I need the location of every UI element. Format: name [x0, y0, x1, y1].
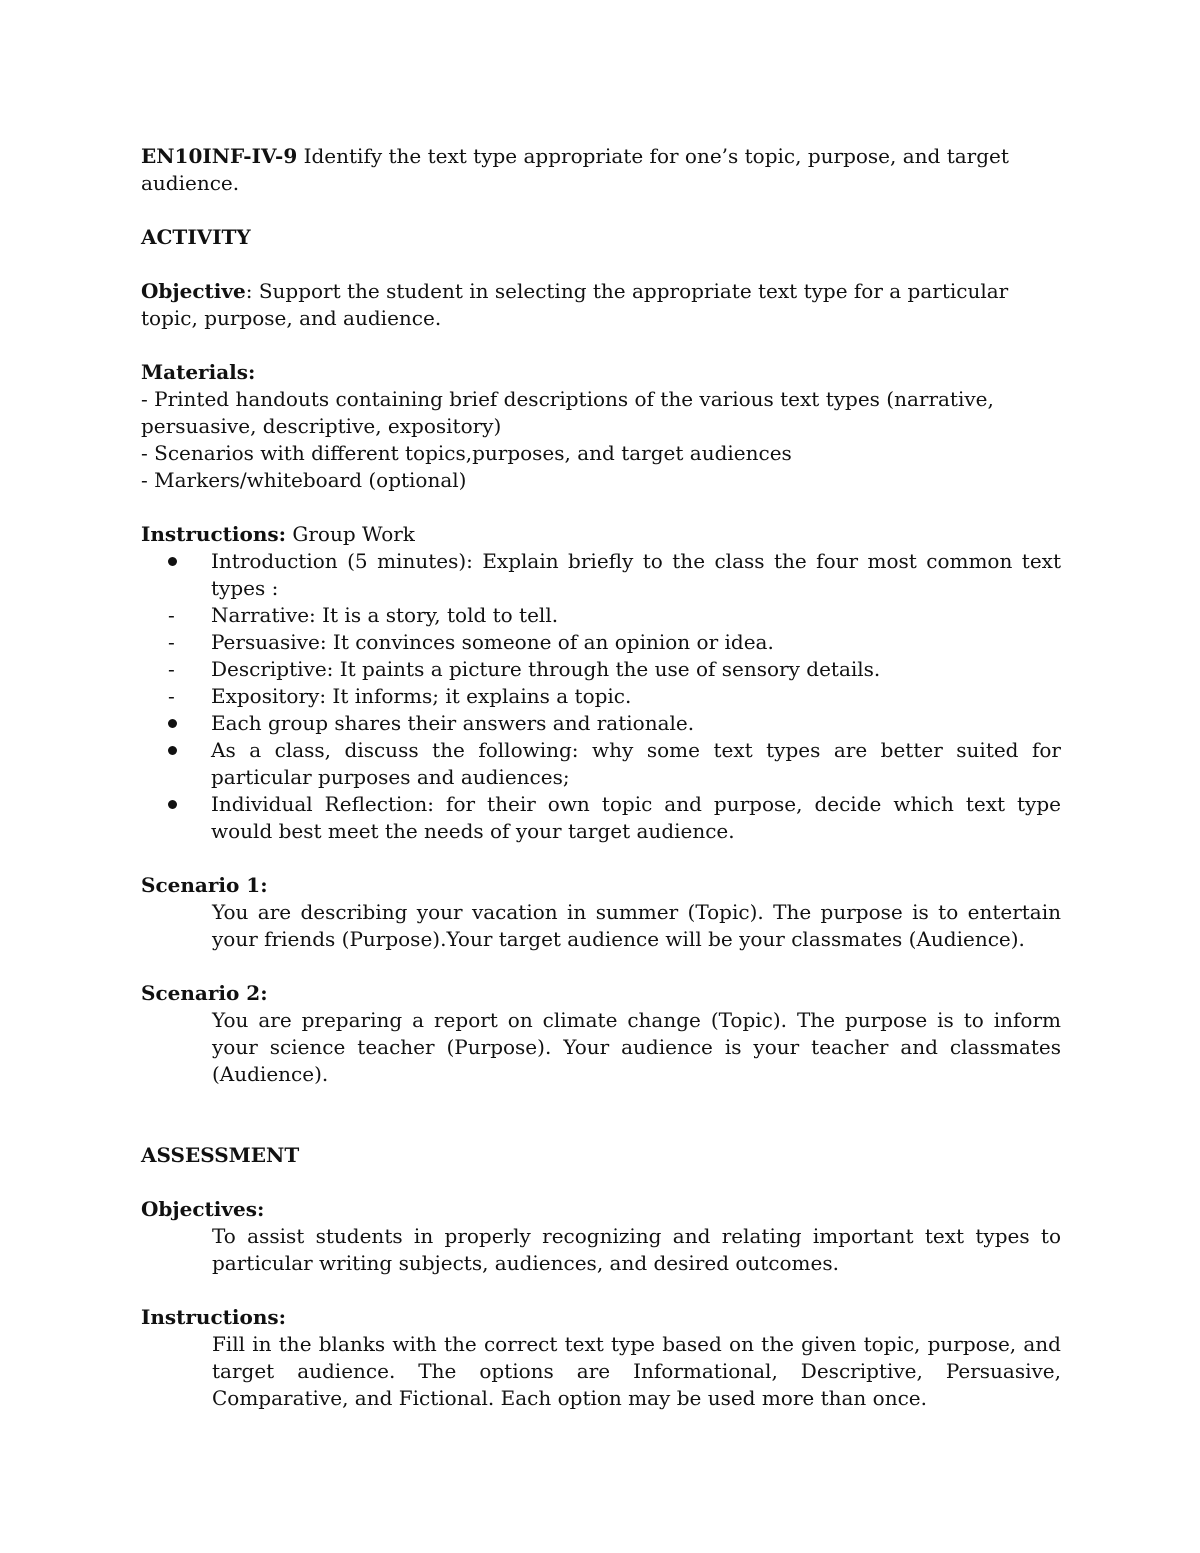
- instructions-list: [141, 548, 1061, 845]
- scenario-1-text: You are describing your vacation in summer (Topic). The purpose is to entertain your friends (Purpose).Your target audience will be your classmates (Audience).: [212, 900, 1061, 951]
- instructions-line: [141, 521, 1061, 548]
- list-item: Introduction (5 minutes): Explain briefly to the class the four most common text types :: [141, 548, 1061, 602]
- list-item: Individual Reflection: for their own topic and purpose, decide which text type would best meet the needs of your target audience.: [141, 791, 1061, 845]
- list-item: - Expository: It informs; it explains a topic.: [168, 684, 632, 708]
- materials-item: - Scenarios with different topics,purposes, and target audiences: [141, 441, 792, 465]
- list-item: Each group shares their answers and rationale.: [141, 710, 1061, 737]
- materials-item: - Printed handouts containing brief descriptions of the various text types (narrative, persuasive, descriptive, expository): [141, 387, 994, 438]
- assessment-heading: ASSESSMENT: [141, 1143, 300, 1167]
- document-page: [141, 143, 1061, 1412]
- objective-text: : Support the student in selecting the appropriate text type for a particular topic, purpose, and audience.: [141, 279, 1009, 330]
- assessment-objectives-text: To assist students in properly recognizing and relating important text types to particular writing subjects, audiences, and desired outcomes.: [212, 1224, 1061, 1275]
- competency-line: [141, 143, 1061, 197]
- dash-marker: -: [168, 657, 175, 681]
- list-item: - Descriptive: It paints a picture through the use of sensory details.: [168, 657, 881, 681]
- dash-marker: -: [168, 603, 175, 627]
- instructions-label: Instructions:: [141, 522, 287, 546]
- activity-heading: ACTIVITY: [141, 225, 251, 249]
- objective-label: Objective: [141, 279, 246, 303]
- assessment-instructions-text: Fill in the blanks with the correct text type based on the given topic, purpose, and target audience. The options are Informational, Descriptive, Persuasive, Comparative, and Fictional. Each option may be used more than once.: [212, 1332, 1061, 1410]
- dash-marker: -: [168, 630, 175, 654]
- list-item: As a class, discuss the following: why some text types are better suited for particular purposes and audiences;: [141, 737, 1061, 791]
- list-item: - Narrative: It is a story, told to tell.: [168, 603, 559, 627]
- materials-item: - Markers/whiteboard (optional): [141, 468, 467, 492]
- assessment-objectives-label: Objectives:: [141, 1197, 265, 1221]
- dash-marker: -: [168, 684, 175, 708]
- scenario-2-label: Scenario 2:: [141, 981, 268, 1005]
- bullet-icon: [168, 548, 188, 575]
- competency-code: EN10INF-IV-9: [141, 144, 298, 168]
- scenario-2-text: You are preparing a report on climate change (Topic). The purpose is to inform your science teacher (Purpose). Your audience is your teacher and classmates (Audience).: [212, 1008, 1061, 1086]
- materials-label: Materials:: [141, 360, 256, 384]
- competency-text: Identify the text type appropriate for one’s topic, purpose, and target audience.: [141, 144, 1009, 195]
- bullet-icon: [168, 791, 188, 818]
- list-item: - Persuasive: It convinces someone of an opinion or idea.: [168, 630, 774, 654]
- scenario-1-label: Scenario 1:: [141, 873, 268, 897]
- instructions-mode: Group Work: [286, 522, 415, 546]
- assessment-instructions-label: Instructions:: [141, 1305, 287, 1329]
- bullet-icon: [168, 737, 188, 764]
- objective-paragraph: [141, 278, 1061, 332]
- bullet-icon: [168, 710, 188, 737]
